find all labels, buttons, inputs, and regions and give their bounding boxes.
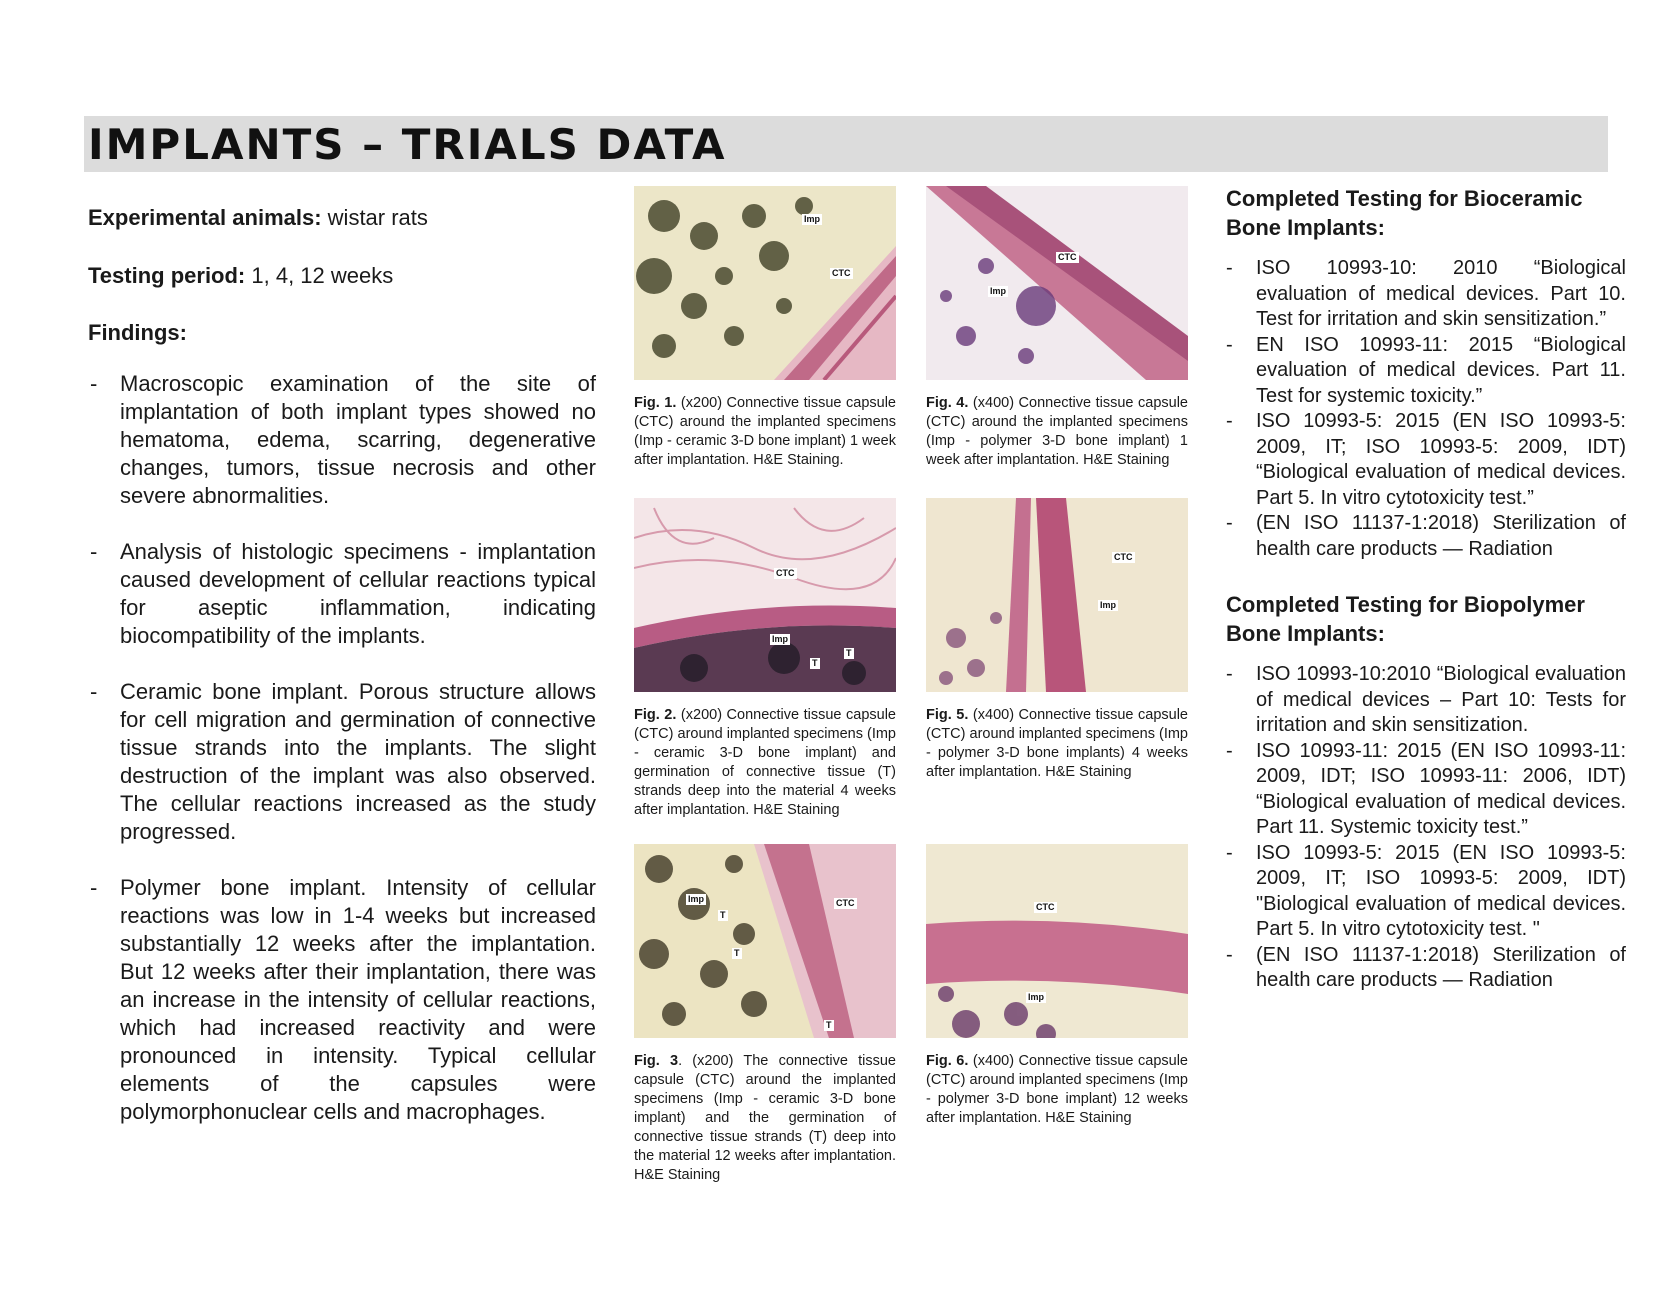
standard-item: - ISO 10993-5: 2015 (EN ISO 10993-5: 2009, IT; ISO 10993-5: 2009, IDT) "Biological evaluation of medical devices. Part 5. In vitro cytotoxicity test. " xyxy=(1226,841,1626,940)
standard-text: ISO 10993-11: 2015 (EN ISO 10993-11: 2009, IDT; ISO 10993-11: 2006, IDT) “Biological evaluation of medical devices. Part 11. Systemic toxicity test.” xyxy=(1256,739,1626,838)
label-ctc: CTC xyxy=(1114,552,1133,562)
figure-label: Fig. 1. xyxy=(634,395,677,411)
figure-label: Fig. 5. xyxy=(926,707,969,723)
figure-caption-text: (x400) Connective tissue capsule (CTC) around the implanted specimens (Imp - polymer 3-D bone implant) 1 week after implantation. H&E Staining xyxy=(926,395,1188,468)
figure-caption xyxy=(634,1052,896,1185)
period-value: 1, 4, 12 weeks xyxy=(251,263,394,288)
label-t: T xyxy=(734,948,740,958)
standard-item: - (EN ISO 11137-1:2018) Sterilization of health care products — Radiation xyxy=(1226,512,1626,560)
standard-text: ISO 10993-10:2010 “Biological evaluation of medical devices – Part 10: Tests for irritation and skin sensitization. xyxy=(1256,663,1626,736)
figure-caption xyxy=(634,394,896,470)
standard-item: - (EN ISO 11137-1:2018) Sterilization of health care products — Radiation xyxy=(1226,943,1626,991)
label-imp: Imp xyxy=(1028,992,1045,1002)
standard-text: (EN ISO 11137-1:2018) Sterilization of health care products — Radiation xyxy=(1256,943,1626,991)
figure-label: Fig. 2. xyxy=(634,707,677,723)
figure-caption xyxy=(926,706,1188,782)
label-t: T xyxy=(846,648,852,658)
figure-1 xyxy=(634,186,896,485)
experimental-animals xyxy=(88,204,596,232)
finding-item: - Ceramic bone implant. Porous structure allows for cell migration and germination of connective tissue strands into the implants. The slight destruction of the implant was also observed. The cellular reactions increased as the study progressed. xyxy=(90,679,596,844)
micrograph-4 xyxy=(926,186,1188,380)
title-bar xyxy=(84,116,1608,172)
finding-text: Ceramic bone implant. Porous structure allows for cell migration and germination of connective tissue strands into the implants. The slight destruction of the implant was also observed. The cellular reactions increased as the study progressed. xyxy=(120,679,596,844)
label-t: T xyxy=(812,658,818,668)
standard-text: ISO 10993-10: 2010 “Biological evaluation of medical devices. Part 10. Test for irritation and skin sensitization.” xyxy=(1256,257,1626,330)
figure-caption xyxy=(926,394,1188,470)
figure-label: Fig. 4. xyxy=(926,395,969,411)
finding-item: - Polymer bone implant. Intensity of cellular reactions was low in 1-4 weeks but increased substantially 12 weeks after the implantation. But 12 weeks after their implantation, there was an increase in the intensity of cellular reactions, which had increased reactivity and were pronounced in intensity. Typical cellular elements of the capsules were polymorphonuclear cells and macrophages. xyxy=(90,875,596,1124)
figure-3 xyxy=(634,844,896,1200)
micrograph-2 xyxy=(634,498,896,692)
figure-caption-text: (x400) Connective tissue capsule (CTC) around implanted specimens (Imp - polymer 3-D bone implant) 12 weeks after implantation. H&E Staining xyxy=(926,1053,1188,1126)
figure-label: Fig. 6. xyxy=(926,1053,969,1069)
figure-label: Fig. 3 xyxy=(634,1053,679,1069)
left-column xyxy=(88,204,596,1154)
bioceramic-list xyxy=(1226,256,1626,562)
page-title: IMPLANTS – TRIALS DATA xyxy=(88,120,727,169)
standard-text: (EN ISO 11137-1:2018) Sterilization of health care products — Radiation xyxy=(1256,512,1626,560)
finding-item: - Macroscopic examination of the site of implantation of both implant types showed no hematoma, edema, scarring, degenerative changes, tumors, tissue necrosis and other severe abnormalities. xyxy=(90,371,596,508)
finding-text: Macroscopic examination of the site of implantation of both implant types showed no hematoma, edema, scarring, degenerative changes, tumors, tissue necrosis and other severe abnormalities. xyxy=(120,371,596,508)
label-imp: Imp xyxy=(804,214,821,224)
label-imp: Imp xyxy=(1100,600,1117,610)
standard-item: - ISO 10993-11: 2015 (EN ISO 10993-11: 2009, IDT; ISO 10993-11: 2006, IDT) “Biological evaluation of medical devices. Part 11. Systemic toxicity test.” xyxy=(1226,739,1626,838)
figure-5 xyxy=(926,498,1188,797)
figure-6 xyxy=(926,844,1188,1143)
micrograph-5 xyxy=(926,498,1188,692)
biopolymer-heading: Completed Testing for Biopolymer Bone Implants: xyxy=(1226,592,1585,646)
label-t: T xyxy=(720,910,726,920)
biopolymer-list xyxy=(1226,662,1626,994)
figure-caption-text: (x200) Connective tissue capsule (CTC) around implanted specimens (Imp - ceramic 3-D bone implant) and germination of connective tissue (T) strands deep into the material 4 weeks after implantation. H&E Staining xyxy=(634,707,896,818)
standard-text: ISO 10993-5: 2015 (EN ISO 10993-5: 2009, IT; ISO 10993-5: 2009, IDT) “Biological evaluation of medical devices. Part 5. In vitro cytotoxicity test.” xyxy=(1256,410,1626,509)
standard-item: - ISO 10993-10: 2010 “Biological evaluation of medical devices. Part 10. Test for irritation and skin sensitization.” xyxy=(1226,257,1626,330)
standard-item: - ISO 10993-10:2010 “Biological evaluation of medical devices – Part 10: Tests for irritation and skin sensitization. xyxy=(1226,663,1626,736)
finding-text: Analysis of histologic specimens - implantation caused development of cellular reactions typical for aseptic inflammation, indicating biocompatibility of the implants. xyxy=(120,539,596,648)
label-imp: Imp xyxy=(772,634,789,644)
standard-text: ISO 10993-5: 2015 (EN ISO 10993-5: 2009, IT; ISO 10993-5: 2009, IDT) "Biological evaluation of medical devices. Part 5. In vitro cytotoxicity test. " xyxy=(1256,841,1626,940)
figure-2 xyxy=(634,498,896,835)
label-ctc: CTC xyxy=(776,568,795,578)
label-t: T xyxy=(826,1020,832,1030)
figure-caption xyxy=(634,706,896,820)
finding-text: Polymer bone implant. Intensity of cellular reactions was low in 1-4 weeks but increased substantially 12 weeks after the implantation. But 12 weeks after their implantation, there was an increase in the intensity of cellular reactions, which had increased reactivity and were pronounced in intensity. Typical cellular elements of the capsules were polymorphonuclear cells and macrophages. xyxy=(120,875,596,1124)
bioceramic-heading: Completed Testing for Bioceramic Bone Implants: xyxy=(1226,186,1583,240)
label-imp: Imp xyxy=(688,894,705,904)
figure-caption-text: (x400) Connective tissue capsule (CTC) around implanted specimens (Imp - polymer 3-D bone implants) 4 weeks after implantation. H&E Staining xyxy=(926,707,1188,780)
finding-item: - Analysis of histologic specimens - implantation caused development of cellular reactions typical for aseptic inflammation, indicating biocompatibility of the implants. xyxy=(90,539,596,648)
label-ctc: CTC xyxy=(836,898,855,908)
standard-item: - EN ISO 10993-11: 2015 “Biological evaluation of medical devices. Part 11. Test for systemic toxicity.” xyxy=(1226,333,1626,407)
micrograph-3 xyxy=(634,844,896,1038)
animals-label: Experimental animals: xyxy=(88,205,322,230)
period-label: Testing period: xyxy=(88,263,246,288)
micrograph-1 xyxy=(634,186,896,380)
label-ctc: CTC xyxy=(1036,902,1055,912)
figure-caption-text: . (x200) The connective tissue capsule (CTC) around the implanted specimens (Imp - ceramic 3-D bone implant) and the germination of connective tissue strands (T) deep into the material 12 weeks after implantation. H&E Staining xyxy=(634,1053,896,1183)
figure-caption-text: (x200) Connective tissue capsule (CTC) around the implanted specimens (Imp - ceramic 3-D bone implant) 1 week after implantation. H&E Staining. xyxy=(634,395,896,468)
standard-text: EN ISO 10993-11: 2015 “Biological evaluation of medical devices. Part 11. Test for systemic toxicity.” xyxy=(1256,333,1626,407)
label-ctc: CTC xyxy=(1058,252,1077,262)
label-ctc: CTC xyxy=(832,268,851,278)
label-imp: Imp xyxy=(990,286,1007,296)
findings-list xyxy=(88,370,596,1126)
figure-caption xyxy=(926,1052,1188,1128)
micrograph-6 xyxy=(926,844,1188,1038)
standard-item: - ISO 10993-5: 2015 (EN ISO 10993-5: 2009, IT; ISO 10993-5: 2009, IDT) “Biological evaluation of medical devices. Part 5. In vitro cytotoxicity test.” xyxy=(1226,410,1626,509)
testing-period xyxy=(88,262,596,290)
findings-heading: Findings: xyxy=(88,320,187,345)
figure-4 xyxy=(926,186,1188,485)
animals-value: wistar rats xyxy=(327,205,428,230)
right-column xyxy=(1226,184,1626,1022)
